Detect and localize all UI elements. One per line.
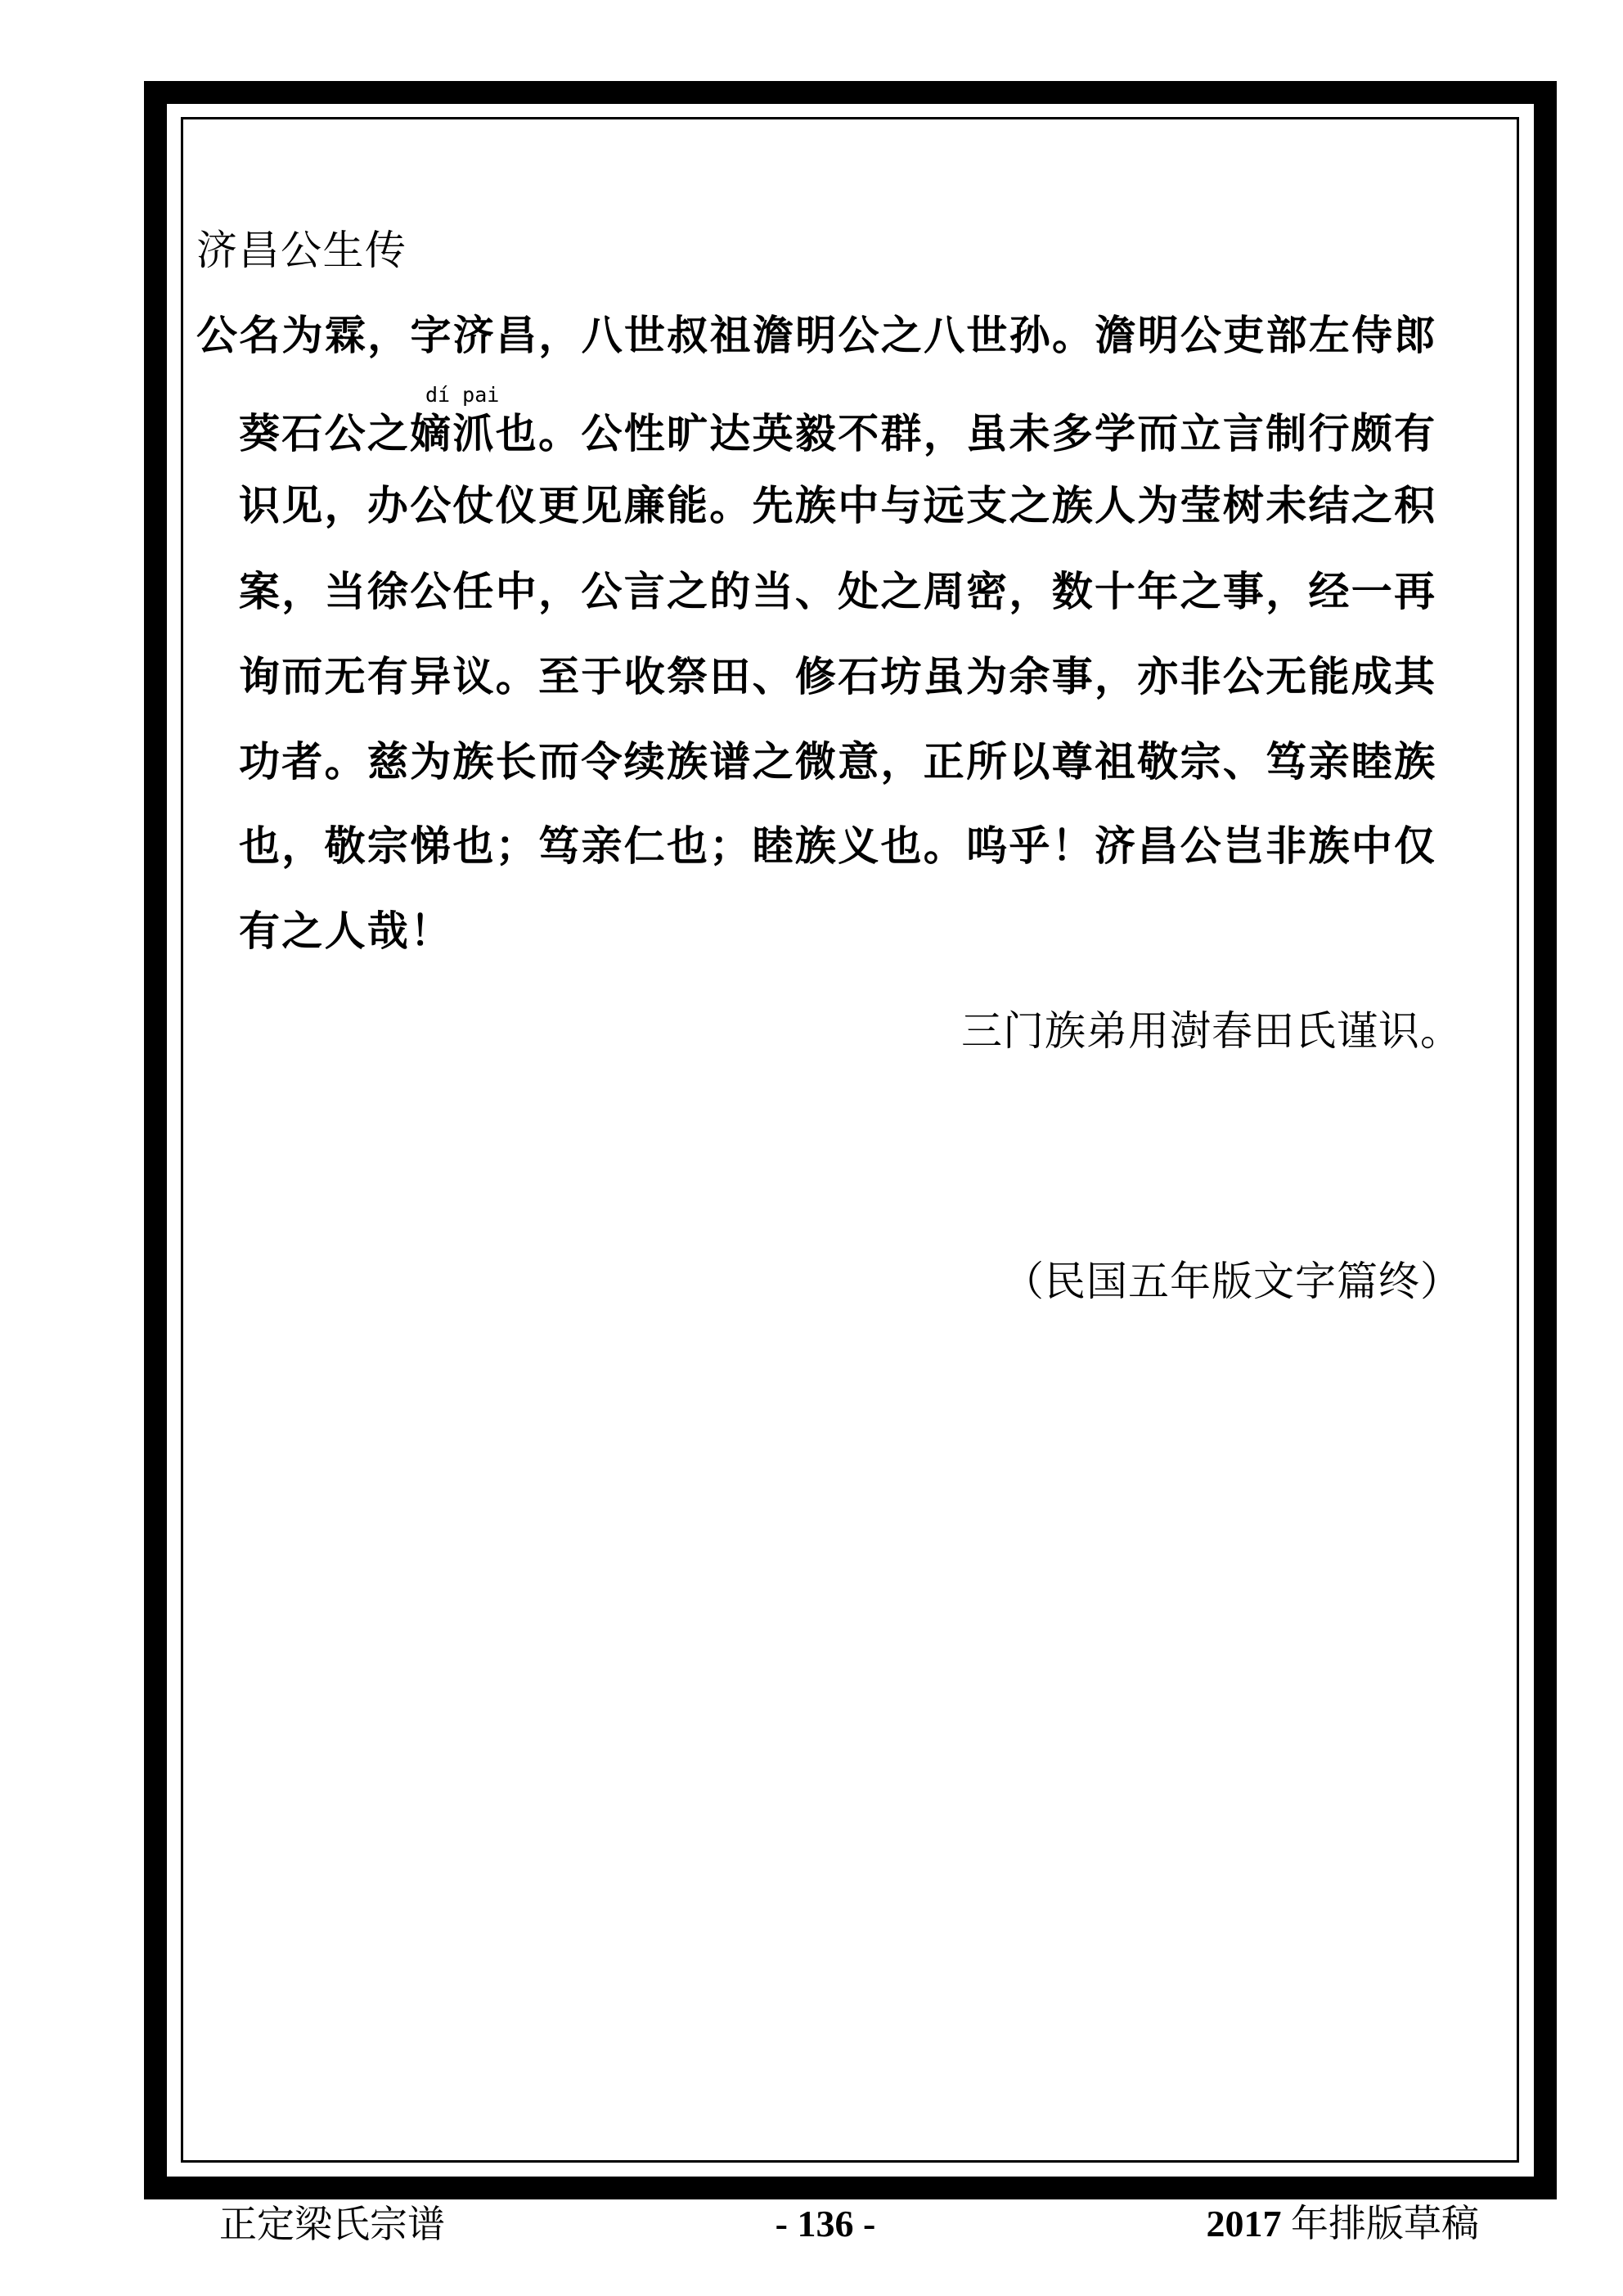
- paragraph-line-6: 功者。慈为族长而令续族谱之微意，正所以尊祖敬宗、笃亲睦族: [239, 737, 1437, 786]
- closing-note: （民国五年版文字篇终）: [1003, 1258, 1462, 1305]
- paragraph-line-2: 葵石公之嫡沠也。公性旷达英毅不群，虽未多学而立言制行颇有: [239, 409, 1437, 457]
- paragraph-line-3: 识见，办公仗仪更见廉能。先族中与远支之族人为莹树未结之积: [239, 481, 1437, 529]
- section-title: 济昌公生传: [196, 227, 407, 274]
- pinyin-annotation: dí pai: [425, 383, 500, 407]
- footer-edition-label: 年排版草稿: [1281, 2203, 1479, 2244]
- paragraph-line-1: 公名为霖，字济昌，八世叔祖澹明公之八世孙。澹明公吏部左侍郎: [196, 311, 1437, 359]
- author-signature: 三门族弟用澍春田氏谨识。: [961, 1007, 1462, 1055]
- paragraph-line-5: 询而无有异议。至于收祭田、修石坊虽为余事，亦非公无能成其: [239, 652, 1437, 700]
- paragraph-line-7: 也，敬宗悌也；笃亲仁也；睦族义也。呜乎！济昌公岂非族中仅: [239, 822, 1437, 870]
- footer-edition-note: [1207, 2205, 1480, 2243]
- paragraph-line-8: 有之人哉！: [239, 907, 453, 955]
- footer-book-title: 正定梁氏宗谱: [219, 2202, 445, 2246]
- footer-page-number: - 136 -: [775, 2203, 876, 2244]
- paragraph-line-4: 案，当徐公任中，公言之的当、处之周密，数十年之事，经一再: [239, 567, 1437, 615]
- footer-year: 2017: [1206, 2203, 1282, 2244]
